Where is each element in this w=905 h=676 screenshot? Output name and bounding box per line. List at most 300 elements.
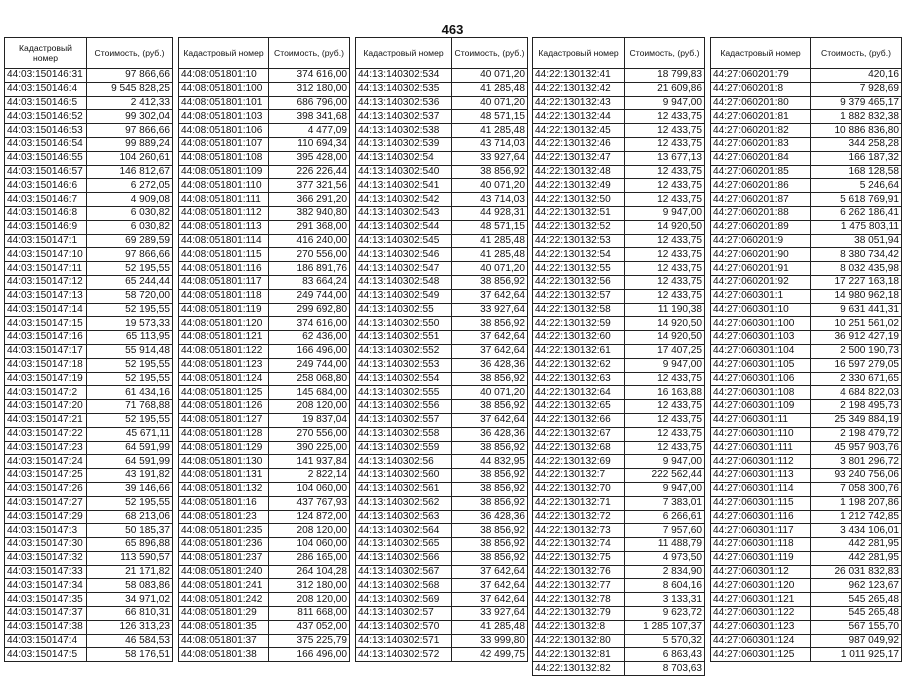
cadastral-number-cell: 44:22:130132:46 bbox=[533, 137, 625, 151]
table-row bbox=[356, 289, 528, 303]
cadastral-number-cell: 44:22:130132:48 bbox=[533, 165, 625, 179]
cost-cell: 545 265,48 bbox=[811, 593, 902, 607]
table-row bbox=[533, 248, 705, 262]
cadastral-number-cell: 44:22:130132:68 bbox=[533, 441, 625, 455]
cost-cell: 44 832,95 bbox=[452, 455, 528, 469]
cadastral-number-cell: 44:22:130132:56 bbox=[533, 275, 625, 289]
table-row bbox=[179, 551, 350, 565]
cost-cell: 344 258,28 bbox=[811, 137, 902, 151]
cost-cell: 168 128,58 bbox=[811, 165, 902, 179]
cadastral-number-cell: 44:13:140302:542 bbox=[356, 193, 452, 207]
table-row bbox=[711, 137, 902, 151]
cost-cell: 69 289,59 bbox=[87, 234, 173, 248]
cost-cell: 208 120,00 bbox=[269, 524, 350, 538]
cost-cell: 545 265,48 bbox=[811, 607, 902, 621]
cadastral-number-cell: 44:27:060201:79 bbox=[711, 69, 811, 83]
cost-cell: 104 060,00 bbox=[269, 482, 350, 496]
cost-cell: 40 071,20 bbox=[452, 96, 528, 110]
cost-cell: 3 801 296,72 bbox=[811, 455, 902, 469]
cost-cell: 37 642,64 bbox=[452, 579, 528, 593]
cadastral-number-cell: 44:22:130132:52 bbox=[533, 220, 625, 234]
cost-cell: 19 573,33 bbox=[87, 317, 173, 331]
cost-cell: 11 190,38 bbox=[625, 303, 705, 317]
cost-cell: 5 570,32 bbox=[625, 634, 705, 648]
cadastral-number-cell: 44:27:060301:115 bbox=[711, 496, 811, 510]
table-row bbox=[5, 427, 173, 441]
table-row bbox=[356, 151, 528, 165]
table-row bbox=[711, 620, 902, 634]
table-row bbox=[533, 124, 705, 138]
cost-cell: 43 714,03 bbox=[452, 137, 528, 151]
cadastral-number-cell: 44:13:140302:569 bbox=[356, 593, 452, 607]
cost-cell: 38 856,92 bbox=[452, 496, 528, 510]
cost-cell: 4 477,09 bbox=[269, 124, 350, 138]
cost-cell: 97 866,66 bbox=[87, 69, 173, 83]
cadastral-number-cell: 44:13:140302:54 bbox=[356, 151, 452, 165]
cadastral-number-cell: 44:08:051801:127 bbox=[179, 413, 269, 427]
cost-cell: 9 545 828,25 bbox=[87, 82, 173, 96]
cost-cell: 398 341,68 bbox=[269, 110, 350, 124]
cadastral-number-cell: 44:13:140302:548 bbox=[356, 275, 452, 289]
cadastral-number-cell: 44:08:051801:132 bbox=[179, 482, 269, 496]
cadastral-number-cell: 44:27:060301:124 bbox=[711, 634, 811, 648]
table-row bbox=[179, 165, 350, 179]
cost-cell: 36 428,36 bbox=[452, 427, 528, 441]
table-row bbox=[179, 386, 350, 400]
cadastral-number-cell: 44:27:060301:12 bbox=[711, 565, 811, 579]
cost-cell: 41 285,48 bbox=[452, 248, 528, 262]
table-row bbox=[533, 427, 705, 441]
cadastral-number-cell: 44:22:130132:55 bbox=[533, 262, 625, 276]
table-row bbox=[179, 137, 350, 151]
cadastral-number-cell: 44:03:150147:11 bbox=[5, 262, 87, 276]
table-row bbox=[5, 634, 173, 648]
table-row bbox=[5, 358, 173, 372]
cost-cell: 40 071,20 bbox=[452, 386, 528, 400]
table-row bbox=[711, 551, 902, 565]
cost-cell: 420,16 bbox=[811, 69, 902, 83]
cost-cell: 4 909,08 bbox=[87, 193, 173, 207]
cadastral-number-cell: 44:13:140302:555 bbox=[356, 386, 452, 400]
cadastral-number-cell: 44:13:140302:556 bbox=[356, 400, 452, 414]
cost-cell: 36 428,36 bbox=[452, 510, 528, 524]
cost-cell: 37 642,64 bbox=[452, 331, 528, 345]
cadastral-number-cell: 44:13:140302:572 bbox=[356, 648, 452, 662]
cost-cell: 43 714,03 bbox=[452, 193, 528, 207]
cost-cell: 12 433,75 bbox=[625, 372, 705, 386]
cadastral-number-cell: 44:22:130132:70 bbox=[533, 482, 625, 496]
cadastral-number-cell: 44:03:150147:4 bbox=[5, 634, 87, 648]
cost-cell: 208 120,00 bbox=[269, 400, 350, 414]
cost-cell: 12 433,75 bbox=[625, 234, 705, 248]
table-row bbox=[356, 482, 528, 496]
cost-cell: 38 856,92 bbox=[452, 275, 528, 289]
cadastral-number-cell: 44:22:130132:42 bbox=[533, 82, 625, 96]
table-row bbox=[533, 69, 705, 83]
cost-cell: 5 246,64 bbox=[811, 179, 902, 193]
table-row bbox=[356, 248, 528, 262]
cadastral-number-cell: 44:27:060301:119 bbox=[711, 551, 811, 565]
cost-cell: 270 556,00 bbox=[269, 248, 350, 262]
table-row bbox=[179, 193, 350, 207]
cost-cell: 113 590,57 bbox=[87, 551, 173, 565]
cost-cell: 104 260,61 bbox=[87, 151, 173, 165]
cost-cell: 38 856,92 bbox=[452, 538, 528, 552]
cadastral-number-cell: 44:22:130132:79 bbox=[533, 607, 625, 621]
table-row bbox=[5, 648, 173, 662]
cadastral-number-cell: 44:27:060301:109 bbox=[711, 400, 811, 414]
table-row bbox=[5, 593, 173, 607]
cadastral-number-cell: 44:13:140302:554 bbox=[356, 372, 452, 386]
table-row bbox=[5, 510, 173, 524]
table-row bbox=[5, 248, 173, 262]
table-row bbox=[533, 524, 705, 538]
cadastral-number-cell: 44:08:051801:23 bbox=[179, 510, 269, 524]
cadastral-number-cell: 44:08:051801:107 bbox=[179, 137, 269, 151]
header-cadastral-number: Кадастровый номер bbox=[356, 38, 452, 69]
cadastral-number-cell: 44:27:060201:85 bbox=[711, 165, 811, 179]
cadastral-number-cell: 44:08:051801:118 bbox=[179, 289, 269, 303]
cost-cell: 14 920,50 bbox=[625, 220, 705, 234]
cadastral-number-cell: 44:27:060301:118 bbox=[711, 538, 811, 552]
cost-cell: 40 071,20 bbox=[452, 179, 528, 193]
cost-cell: 45 671,11 bbox=[87, 427, 173, 441]
cadastral-number-cell: 44:27:060301:114 bbox=[711, 482, 811, 496]
cadastral-number-cell: 44:03:150147:15 bbox=[5, 317, 87, 331]
cadastral-number-cell: 44:13:140302:567 bbox=[356, 565, 452, 579]
table-row bbox=[5, 193, 173, 207]
cost-cell: 16 597 279,05 bbox=[811, 358, 902, 372]
cost-cell: 416 240,00 bbox=[269, 234, 350, 248]
cadastral-number-cell: 44:13:140302:563 bbox=[356, 510, 452, 524]
cost-cell: 12 433,75 bbox=[625, 289, 705, 303]
table-row bbox=[5, 317, 173, 331]
cadastral-number-cell: 44:22:130132:78 bbox=[533, 593, 625, 607]
cost-cell: 186 891,76 bbox=[269, 262, 350, 276]
table-row bbox=[711, 524, 902, 538]
table-row bbox=[356, 648, 528, 662]
cadastral-number-cell: 44:22:130132:65 bbox=[533, 400, 625, 414]
cost-cell: 166 496,00 bbox=[269, 344, 350, 358]
table-row bbox=[5, 275, 173, 289]
cadastral-number-cell: 44:08:051801:123 bbox=[179, 358, 269, 372]
cadastral-number-cell: 44:03:150146:7 bbox=[5, 193, 87, 207]
cost-cell: 146 812,67 bbox=[87, 165, 173, 179]
table-row bbox=[711, 151, 902, 165]
cost-cell: 18 799,83 bbox=[625, 69, 705, 83]
table-row bbox=[5, 179, 173, 193]
table-row bbox=[179, 151, 350, 165]
cadastral-number-cell: 44:03:150147:19 bbox=[5, 372, 87, 386]
cost-cell: 374 616,00 bbox=[269, 317, 350, 331]
cadastral-number-cell: 44:03:150147:5 bbox=[5, 648, 87, 662]
cost-cell: 58 176,51 bbox=[87, 648, 173, 662]
cadastral-number-cell: 44:13:140302:541 bbox=[356, 179, 452, 193]
table-row bbox=[711, 124, 902, 138]
table-row bbox=[356, 620, 528, 634]
cadastral-number-cell: 44:13:140302:544 bbox=[356, 220, 452, 234]
table-row bbox=[533, 262, 705, 276]
table-row bbox=[5, 496, 173, 510]
cadastral-number-cell: 44:13:140302:564 bbox=[356, 524, 452, 538]
cost-cell: 44 928,31 bbox=[452, 206, 528, 220]
cadastral-number-cell: 44:03:150146:6 bbox=[5, 179, 87, 193]
cost-cell: 375 225,79 bbox=[269, 634, 350, 648]
table-row bbox=[711, 593, 902, 607]
cadastral-number-cell: 44:27:060201:8 bbox=[711, 82, 811, 96]
cadastral-number-cell: 44:03:150146:57 bbox=[5, 165, 87, 179]
table-row bbox=[5, 82, 173, 96]
cost-cell: 12 433,75 bbox=[625, 441, 705, 455]
cost-cell: 382 940,80 bbox=[269, 206, 350, 220]
table-row bbox=[711, 96, 902, 110]
cadastral-number-cell: 44:27:060201:86 bbox=[711, 179, 811, 193]
table-row bbox=[533, 469, 705, 483]
cost-cell: 9 947,00 bbox=[625, 358, 705, 372]
cadastral-number-cell: 44:22:130132:60 bbox=[533, 331, 625, 345]
cost-cell: 312 180,00 bbox=[269, 82, 350, 96]
table-row bbox=[5, 579, 173, 593]
cadastral-number-cell: 44:22:130132:61 bbox=[533, 344, 625, 358]
cost-cell: 41 285,48 bbox=[452, 620, 528, 634]
cadastral-number-cell: 44:08:051801:38 bbox=[179, 648, 269, 662]
cadastral-number-cell: 44:27:060301:104 bbox=[711, 344, 811, 358]
cadastral-number-cell: 44:22:130132:77 bbox=[533, 579, 625, 593]
cadastral-number-cell: 44:08:051801:100 bbox=[179, 82, 269, 96]
cadastral-number-cell: 44:03:150147:10 bbox=[5, 248, 87, 262]
table-row bbox=[711, 510, 902, 524]
table-row bbox=[179, 469, 350, 483]
cost-cell: 38 856,92 bbox=[452, 317, 528, 331]
table-row bbox=[711, 400, 902, 414]
table-row bbox=[711, 634, 902, 648]
header-cost: Стоимость, (руб.) bbox=[87, 38, 173, 69]
table-row bbox=[356, 386, 528, 400]
cadastral-number-cell: 44:13:140302:568 bbox=[356, 579, 452, 593]
cost-cell: 41 285,48 bbox=[452, 124, 528, 138]
cadastral-number-cell: 44:03:150147:33 bbox=[5, 565, 87, 579]
cadastral-number-cell: 44:08:051801:114 bbox=[179, 234, 269, 248]
cost-cell: 2 834,90 bbox=[625, 565, 705, 579]
table-row bbox=[5, 137, 173, 151]
cadastral-number-cell: 44:13:140302:543 bbox=[356, 206, 452, 220]
table-row bbox=[179, 634, 350, 648]
cost-cell: 48 571,15 bbox=[452, 110, 528, 124]
table-row bbox=[533, 110, 705, 124]
table-row bbox=[711, 358, 902, 372]
table-row bbox=[179, 82, 350, 96]
cost-cell: 37 642,64 bbox=[452, 344, 528, 358]
table-row bbox=[533, 482, 705, 496]
cost-cell: 7 928,69 bbox=[811, 82, 902, 96]
table-row bbox=[356, 262, 528, 276]
cost-cell: 312 180,00 bbox=[269, 579, 350, 593]
table-row bbox=[179, 607, 350, 621]
cost-cell: 110 694,34 bbox=[269, 137, 350, 151]
cost-cell: 258 068,80 bbox=[269, 372, 350, 386]
cadastral-number-cell: 44:27:060201:87 bbox=[711, 193, 811, 207]
cost-cell: 21 609,86 bbox=[625, 82, 705, 96]
cadastral-number-cell: 44:27:060301:105 bbox=[711, 358, 811, 372]
table-row bbox=[533, 96, 705, 110]
cadastral-number-cell: 44:13:140302:536 bbox=[356, 96, 452, 110]
cadastral-number-cell: 44:03:150147:29 bbox=[5, 510, 87, 524]
cadastral-number-cell: 44:03:150147:23 bbox=[5, 441, 87, 455]
cost-cell: 286 165,00 bbox=[269, 551, 350, 565]
cost-cell: 38 856,92 bbox=[452, 165, 528, 179]
table-row bbox=[356, 427, 528, 441]
table-row bbox=[179, 234, 350, 248]
cost-cell: 5 618 769,91 bbox=[811, 193, 902, 207]
table-row bbox=[356, 220, 528, 234]
cadastral-number-cell: 44:22:130132:58 bbox=[533, 303, 625, 317]
cost-cell: 166 496,00 bbox=[269, 648, 350, 662]
table-row bbox=[5, 344, 173, 358]
cadastral-number-cell: 44:13:140302:557 bbox=[356, 413, 452, 427]
cadastral-number-cell: 44:08:051801:125 bbox=[179, 386, 269, 400]
table-row bbox=[356, 593, 528, 607]
cadastral-number-cell: 44:13:140302:562 bbox=[356, 496, 452, 510]
table-row bbox=[179, 455, 350, 469]
cadastral-number-cell: 44:03:150147:38 bbox=[5, 620, 87, 634]
table-row bbox=[533, 634, 705, 648]
cost-cell: 26 031 832,83 bbox=[811, 565, 902, 579]
table-row bbox=[356, 110, 528, 124]
cost-cell: 93 240 756,06 bbox=[811, 469, 902, 483]
cost-cell: 97 866,66 bbox=[87, 124, 173, 138]
cost-cell: 99 889,24 bbox=[87, 137, 173, 151]
table-row bbox=[711, 165, 902, 179]
cost-cell: 126 313,23 bbox=[87, 620, 173, 634]
cadastral-number-cell: 44:03:150146:31 bbox=[5, 69, 87, 83]
cadastral-number-cell: 44:22:130132:45 bbox=[533, 124, 625, 138]
cadastral-number-cell: 44:27:060301:116 bbox=[711, 510, 811, 524]
cost-cell: 48 571,15 bbox=[452, 220, 528, 234]
table-row bbox=[533, 193, 705, 207]
cost-cell: 9 623,72 bbox=[625, 607, 705, 621]
table-row bbox=[5, 331, 173, 345]
header-cost: Стоимость, (руб.) bbox=[625, 38, 705, 69]
table-row bbox=[179, 289, 350, 303]
table-row bbox=[533, 289, 705, 303]
cost-cell: 52 195,55 bbox=[87, 496, 173, 510]
cadastral-number-cell: 44:03:150146:5 bbox=[5, 96, 87, 110]
cost-cell: 65 896,88 bbox=[87, 538, 173, 552]
cost-cell: 41 285,48 bbox=[452, 234, 528, 248]
cadastral-number-cell: 44:03:150147:12 bbox=[5, 275, 87, 289]
cadastral-number-cell: 44:27:060201:90 bbox=[711, 248, 811, 262]
table-row bbox=[533, 386, 705, 400]
cost-cell: 14 920,50 bbox=[625, 331, 705, 345]
table-row bbox=[179, 400, 350, 414]
table-row bbox=[711, 331, 902, 345]
cadastral-number-cell: 44:27:060301:1 bbox=[711, 289, 811, 303]
table-row bbox=[179, 96, 350, 110]
cost-cell: 50 185,37 bbox=[87, 524, 173, 538]
table-row bbox=[711, 220, 902, 234]
table-row bbox=[533, 413, 705, 427]
cadastral-number-cell: 44:03:150147:34 bbox=[5, 579, 87, 593]
cost-cell: 99 302,04 bbox=[87, 110, 173, 124]
table-row bbox=[533, 275, 705, 289]
cadastral-number-cell: 44:08:051801:113 bbox=[179, 220, 269, 234]
cost-cell: 9 947,00 bbox=[625, 206, 705, 220]
cadastral-number-cell: 44:08:051801:109 bbox=[179, 165, 269, 179]
table-row bbox=[179, 331, 350, 345]
table-row bbox=[711, 179, 902, 193]
cadastral-table-3 bbox=[355, 37, 528, 662]
cadastral-number-cell: 44:08:051801:126 bbox=[179, 400, 269, 414]
cadastral-table-4 bbox=[532, 37, 705, 676]
cadastral-number-cell: 44:03:150147:32 bbox=[5, 551, 87, 565]
table-row bbox=[179, 427, 350, 441]
cost-cell: 437 052,00 bbox=[269, 620, 350, 634]
cadastral-number-cell: 44:27:060301:100 bbox=[711, 317, 811, 331]
cadastral-number-cell: 44:08:051801:242 bbox=[179, 593, 269, 607]
cost-cell: 38 856,92 bbox=[452, 441, 528, 455]
cost-cell: 7 957,60 bbox=[625, 524, 705, 538]
table-row bbox=[533, 165, 705, 179]
cadastral-number-cell: 44:08:051801:131 bbox=[179, 469, 269, 483]
cadastral-number-cell: 44:22:130132:59 bbox=[533, 317, 625, 331]
cadastral-number-cell: 44:22:130132:76 bbox=[533, 565, 625, 579]
table-row bbox=[179, 69, 350, 83]
cost-cell: 97 866,66 bbox=[87, 248, 173, 262]
cadastral-number-cell: 44:27:060301:10 bbox=[711, 303, 811, 317]
cost-cell: 38 856,92 bbox=[452, 482, 528, 496]
table-row bbox=[5, 469, 173, 483]
cadastral-number-cell: 44:03:150147:24 bbox=[5, 455, 87, 469]
cost-cell: 10 251 561,02 bbox=[811, 317, 902, 331]
table-row bbox=[711, 441, 902, 455]
table-row bbox=[179, 303, 350, 317]
table-row bbox=[533, 220, 705, 234]
table-row bbox=[533, 496, 705, 510]
table-row bbox=[5, 607, 173, 621]
cadastral-number-cell: 44:13:140302:571 bbox=[356, 634, 452, 648]
cadastral-number-cell: 44:22:130132:67 bbox=[533, 427, 625, 441]
table-row bbox=[179, 110, 350, 124]
cadastral-number-cell: 44:27:060201:91 bbox=[711, 262, 811, 276]
cadastral-number-cell: 44:08:051801:29 bbox=[179, 607, 269, 621]
cost-cell: 962 123,67 bbox=[811, 579, 902, 593]
cadastral-number-cell: 44:03:150147:14 bbox=[5, 303, 87, 317]
table-row bbox=[356, 400, 528, 414]
cost-cell: 38 856,92 bbox=[452, 372, 528, 386]
cost-cell: 437 767,93 bbox=[269, 496, 350, 510]
cost-cell: 58 720,00 bbox=[87, 289, 173, 303]
table-row bbox=[5, 110, 173, 124]
table-row bbox=[711, 565, 902, 579]
table-row bbox=[356, 579, 528, 593]
cadastral-number-cell: 44:13:140302:558 bbox=[356, 427, 452, 441]
cadastral-number-cell: 44:13:140302:566 bbox=[356, 551, 452, 565]
cost-cell: 39 146,66 bbox=[87, 482, 173, 496]
cadastral-number-cell: 44:27:060201:83 bbox=[711, 137, 811, 151]
cost-cell: 38 856,92 bbox=[452, 524, 528, 538]
cost-cell: 166 187,32 bbox=[811, 151, 902, 165]
table-row bbox=[356, 331, 528, 345]
cost-cell: 567 155,70 bbox=[811, 620, 902, 634]
cadastral-number-cell: 44:08:051801:237 bbox=[179, 551, 269, 565]
table-row bbox=[179, 262, 350, 276]
table-row bbox=[356, 565, 528, 579]
table-row bbox=[5, 165, 173, 179]
cadastral-number-cell: 44:13:140302:552 bbox=[356, 344, 452, 358]
cadastral-number-cell: 44:22:130132:44 bbox=[533, 110, 625, 124]
cadastral-number-cell: 44:27:060301:111 bbox=[711, 441, 811, 455]
table-row bbox=[533, 607, 705, 621]
